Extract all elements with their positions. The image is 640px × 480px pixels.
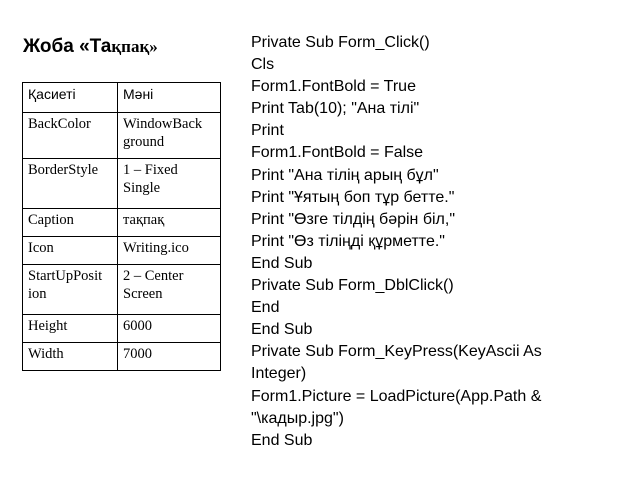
code-line: Print "Ана тілің арың бұл" — [251, 166, 439, 184]
property-name: Height — [23, 315, 118, 343]
project-title — [23, 36, 158, 58]
code-line: End Sub — [251, 431, 313, 449]
table-row — [23, 113, 221, 159]
header-property: Қасиеті — [23, 83, 118, 113]
property-value: WindowBack ground — [118, 113, 221, 159]
code-line: Private Sub Form_KeyPress(KeyAscii As — [251, 343, 542, 361]
code-line: Form1.Picture = LoadPicture(App.Path & — [251, 387, 542, 405]
property-name: Caption — [23, 209, 118, 237]
code-line: Form1.FontBold = False — [251, 144, 424, 162]
project-title-prefix: Жоба «Та — [23, 36, 112, 57]
code-line: Integer) — [251, 365, 307, 383]
code-line: Private Sub Form_Click() — [251, 34, 430, 51]
code-line: End Sub — [251, 321, 313, 339]
code-line: Print — [251, 122, 284, 140]
code-line: Print "Өзге тілдің бәрін біл," — [251, 210, 455, 228]
code-line: Private Sub Form_DblClick() — [251, 277, 454, 295]
code-listing — [251, 32, 636, 452]
table-row — [23, 315, 221, 343]
table-row — [23, 343, 221, 371]
property-value: 1 – Fixed Single — [118, 159, 221, 209]
property-value: 7000 — [118, 343, 221, 371]
property-value: Writing.ico — [118, 237, 221, 265]
property-name: Width — [23, 343, 118, 371]
code-line: End — [251, 299, 280, 317]
table-row — [23, 159, 221, 209]
property-name: Icon — [23, 237, 118, 265]
property-value: 6000 — [118, 315, 221, 343]
table-row — [23, 237, 221, 265]
property-value: тақпақ — [118, 209, 221, 237]
properties-table — [22, 82, 221, 371]
code-line: Print Tab(10); "Ана тілі" — [251, 100, 420, 118]
project-title-suffix: қпақ» — [111, 37, 158, 56]
table-header-row — [23, 83, 221, 113]
code-line: "\кадыр.jpg") — [251, 409, 344, 427]
property-name: StartUpPosit ion — [23, 265, 118, 315]
code-line: End Sub — [251, 254, 313, 272]
property-value: 2 – Center Screen — [118, 265, 221, 315]
header-value: Мәні — [118, 83, 221, 113]
property-name: BackColor — [23, 113, 118, 159]
code-line: Cls — [251, 56, 275, 74]
code-line: Print "Ұятың боп тұр бетте." — [251, 188, 455, 206]
table-row — [23, 209, 221, 237]
property-name: BorderStyle — [23, 159, 118, 209]
table-row — [23, 265, 221, 315]
code-line: Print "Өз тіліңді құрметте." — [251, 232, 445, 250]
code-line: Form1.FontBold = True — [251, 78, 416, 96]
